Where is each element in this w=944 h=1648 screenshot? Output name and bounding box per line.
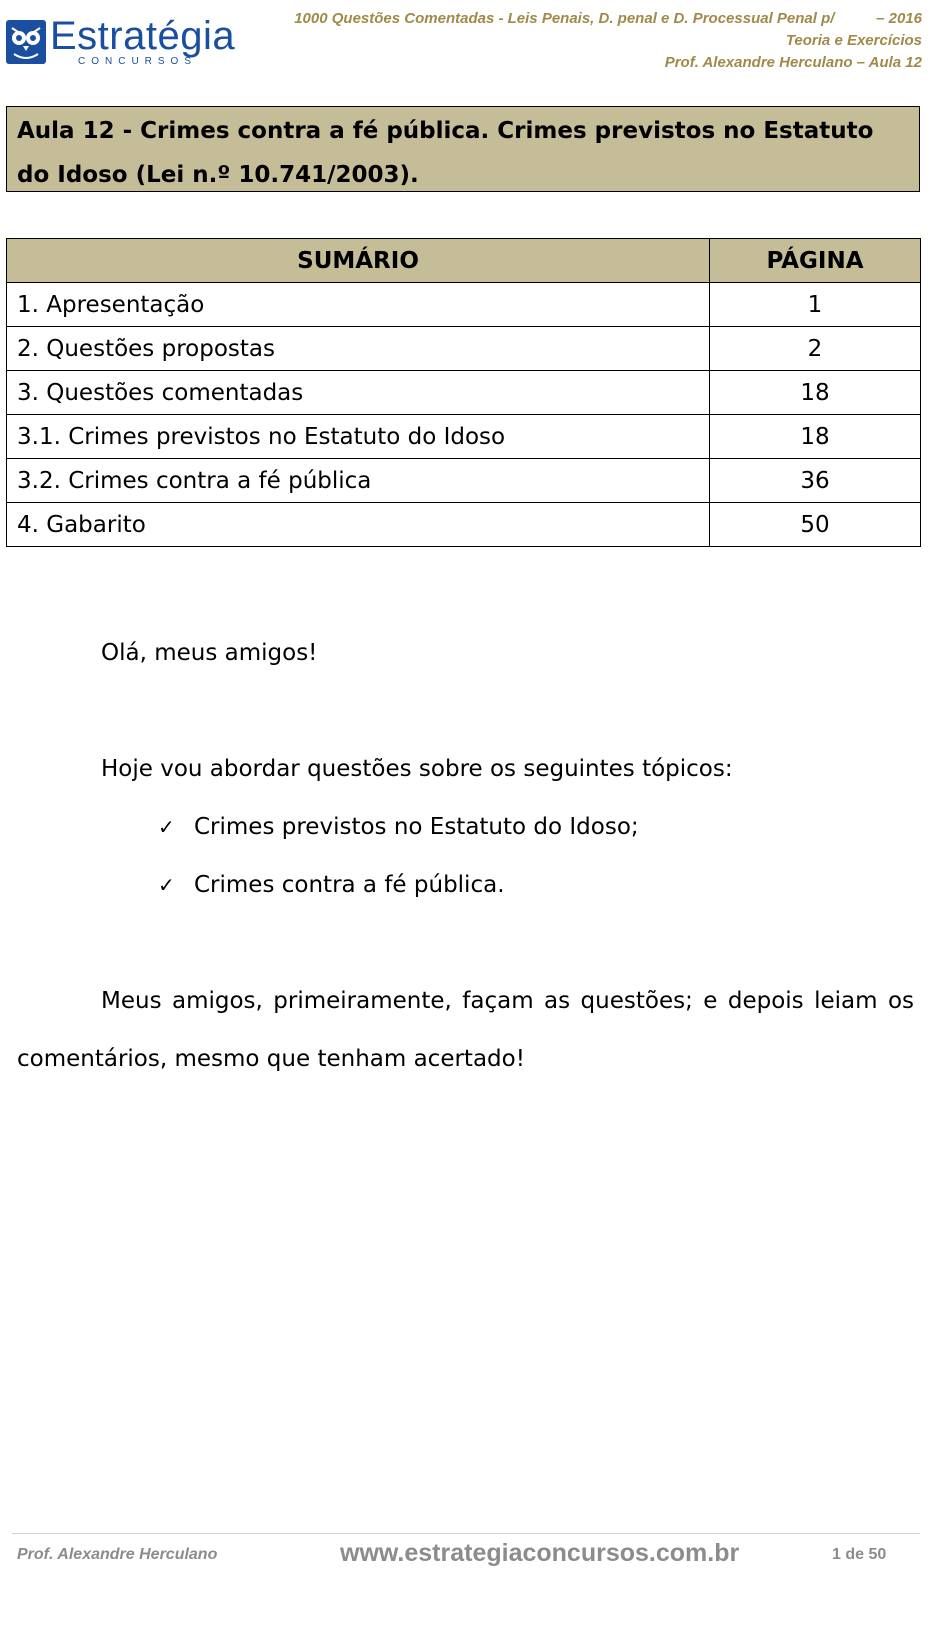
header-course: 1000 Questões Comentadas - Leis Penais, D. penal e D. Processual Penal p/ – 2016 bbox=[294, 10, 922, 27]
toc-page: 1 bbox=[710, 283, 921, 327]
list-item bbox=[158, 798, 639, 856]
toc-item: 3.2. Crimes contra a fé pública bbox=[7, 459, 710, 503]
toc-item: 3. Questões comentadas bbox=[7, 371, 710, 415]
header-subtitle: Teoria e Exercícios bbox=[785, 32, 922, 49]
table-row bbox=[7, 459, 921, 503]
checkmark-icon: ✓ bbox=[158, 815, 175, 839]
summary-column-header: SUMÁRIO bbox=[7, 239, 710, 283]
table-row bbox=[7, 283, 921, 327]
footer-website-link[interactable]: www.estrategiaconcursos.com.br bbox=[340, 1539, 740, 1567]
brand-sub: CONCURSOS bbox=[78, 56, 198, 67]
page-number: 1 de 50 bbox=[832, 1546, 887, 1563]
table-row bbox=[7, 371, 921, 415]
greeting: Olá, meus amigos! bbox=[101, 640, 318, 666]
brand-name: Estratégia bbox=[50, 14, 236, 58]
toc-item: 3.1. Crimes previstos no Estatuto do Idoso bbox=[7, 415, 710, 459]
toc-page: 2 bbox=[710, 327, 921, 371]
lesson-title: Aula 12 - Crimes contra a fé pública. Crimes previstos no Estatuto do Idoso (Lei n.º 10.741/2003). bbox=[6, 106, 920, 192]
toc-page: 36 bbox=[710, 459, 921, 503]
brand-logo bbox=[6, 14, 246, 68]
owl-icon bbox=[6, 20, 46, 64]
header-professor-lesson: Prof. Alexandre Herculano – Aula 12 bbox=[664, 54, 922, 71]
closing-paragraph: Meus amigos, primeiramente, façam as questões; e depois leiam os comentários, mesmo que tenham acertado! bbox=[17, 988, 914, 1072]
toc-page: 50 bbox=[710, 503, 921, 547]
list-item bbox=[158, 856, 639, 914]
topic-list bbox=[158, 798, 639, 914]
running-header bbox=[222, 8, 922, 74]
toc-page: 18 bbox=[710, 415, 921, 459]
intro-paragraph: Hoje vou abordar questões sobre os seguintes tópicos: bbox=[101, 756, 733, 782]
footer-professor: Prof. Alexandre Herculano bbox=[17, 1546, 218, 1563]
toc-item: 4. Gabarito bbox=[7, 503, 710, 547]
topic-text: Crimes contra a fé pública. bbox=[194, 872, 505, 898]
summary-header-row bbox=[7, 239, 921, 283]
table-row bbox=[7, 415, 921, 459]
page-column-header: PÁGINA bbox=[710, 239, 921, 283]
summary-table bbox=[6, 238, 921, 547]
table-row bbox=[7, 327, 921, 371]
toc-item: 1. Apresentação bbox=[7, 283, 710, 327]
toc-page: 18 bbox=[710, 371, 921, 415]
checkmark-icon: ✓ bbox=[158, 873, 175, 897]
topic-text: Crimes previstos no Estatuto do Idoso; bbox=[194, 814, 639, 840]
table-row bbox=[7, 503, 921, 547]
toc-item: 2. Questões propostas bbox=[7, 327, 710, 371]
